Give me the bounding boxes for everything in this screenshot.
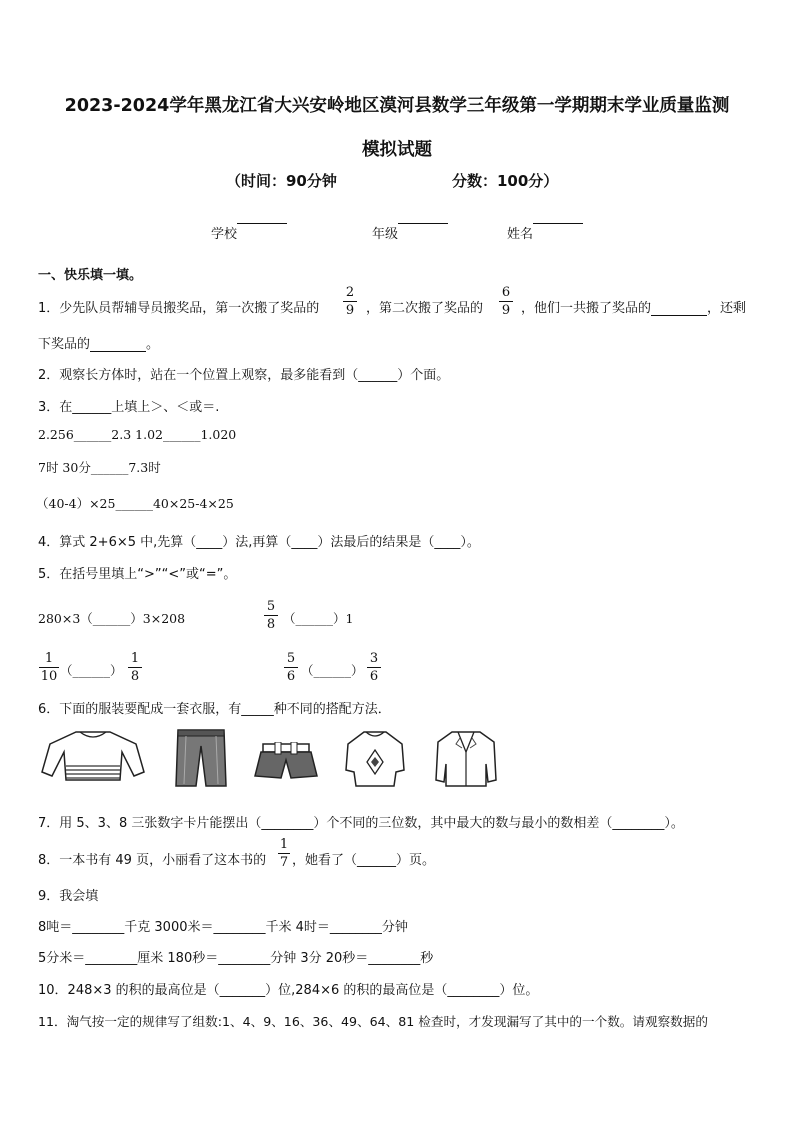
- question-5: 5．在括号里填上“>”“<”或“=”。: [38, 567, 237, 582]
- question-7: 7．用 5、3、8 三张数字卡片能摆出（________）个不同的三位数，其中最大的数与最小的数相差（________）。: [38, 816, 684, 831]
- trousers-icon: [172, 728, 230, 788]
- question-3: 3．在______上填上＞、＜或＝.: [38, 400, 220, 415]
- question-6: 6．下面的服装要配成一套衣服，有_____种不同的搭配方法．: [38, 702, 391, 717]
- school-field[interactable]: [237, 223, 287, 224]
- question-1: 1．少先队员帮辅导员搬奖品，第一次搬了奖品的: [38, 301, 320, 316]
- time-info: （时间：90分钟: [226, 172, 337, 190]
- answer-blank[interactable]: [651, 315, 707, 316]
- shorts-icon: [253, 742, 319, 780]
- section-heading: 一、快乐填一填。: [38, 268, 143, 283]
- question-8: 8．一本书有 49 页，小丽看了这本书的: [38, 853, 267, 868]
- page-title: [30, 84, 764, 172]
- jacket-icon: [434, 730, 498, 788]
- title-line-2: 模拟试题: [362, 140, 432, 160]
- grade-field[interactable]: [398, 223, 448, 224]
- question-9: 9．我会填: [38, 889, 99, 904]
- fraction-2-9: 2 9: [342, 284, 358, 319]
- score-info: 分数：100分）: [452, 172, 559, 190]
- name-field[interactable]: [533, 223, 583, 224]
- grade-label: 年级: [372, 227, 399, 242]
- name-label: 姓名: [507, 227, 534, 242]
- fraction-1-10: 1 10: [40, 651, 58, 684]
- question-10: 10．248×3 的积的最高位是（_______）位,284×6 的积的最高位是（________）位。: [38, 983, 539, 998]
- vest-icon: [344, 730, 406, 788]
- fraction-3-6: 3 6: [366, 650, 382, 685]
- fraction-1-7: 1 7: [279, 837, 289, 870]
- fraction-1-8: 1 8: [127, 650, 143, 685]
- sweater-icon: [40, 728, 146, 784]
- question-2: 2．观察长方体时，站在一个位置上观察，最多能看到（______）个面。: [38, 368, 450, 383]
- question-11: 11．淘气按一定的规律写了组数:1、4、9、16、36、49、64、81 检查时，才发现漏写了其中的一个数。请观察数据的: [38, 1014, 708, 1029]
- fraction-6-9: 6 9: [498, 284, 514, 319]
- answer-blank[interactable]: [90, 351, 146, 352]
- fraction-5-8: 5 8: [263, 598, 279, 633]
- question-4: 4．算式 2+6×5 中,先算（____）法,再算（____）法最后的结果是（____）。: [38, 535, 480, 550]
- school-label: 学校: [211, 227, 238, 242]
- fraction-5-6: 5 6: [283, 650, 299, 685]
- title-line-1: 2023-2024学年黑龙江省大兴安岭地区漠河县数学三年级第一学期期末学业质量监测: [64, 96, 730, 116]
